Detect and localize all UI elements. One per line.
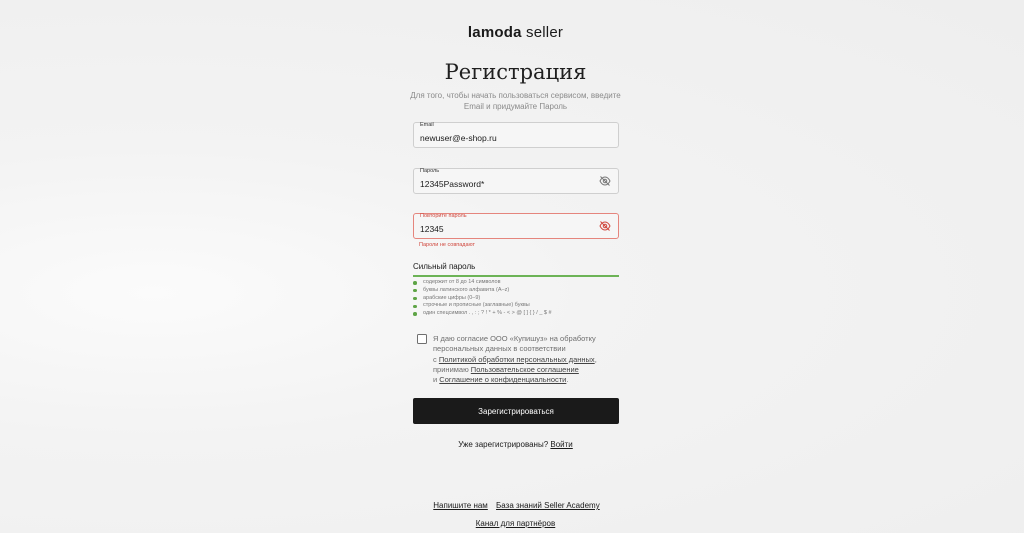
password-rule: строчные и прописные (заглавные) буквы — [413, 302, 552, 310]
check-dot-icon — [413, 281, 417, 285]
eye-off-icon[interactable] — [599, 176, 611, 186]
check-dot-icon — [413, 289, 417, 293]
email-field[interactable] — [413, 122, 619, 148]
subtitle-line-1: Для того, чтобы начать пользоваться сервисом, введите — [410, 91, 621, 100]
password-rule: содержит от 8 до 14 символов — [413, 279, 552, 287]
eye-off-icon[interactable] — [599, 221, 611, 231]
password-label: Пароль — [420, 168, 440, 174]
email-value: newuser@e-shop.ru — [420, 133, 497, 143]
register-button[interactable]: Зарегистрироваться — [413, 398, 619, 424]
email-label: Email — [420, 122, 434, 128]
logo-product: seller — [521, 24, 564, 41]
subtitle-line-2: Email и придумайте Пароль — [463, 101, 568, 111]
login-link[interactable]: Войти — [550, 440, 573, 449]
password-strength-bar — [413, 275, 619, 277]
write-us-link[interactable]: Напишите нам — [433, 501, 488, 510]
footer-links — [0, 501, 1024, 510]
password-rules-list — [413, 279, 552, 318]
check-dot-icon — [413, 297, 417, 301]
login-prompt: Уже зарегистрированы? Войти — [458, 440, 573, 449]
partners-channel-link[interactable]: Канал для партнёров — [475, 519, 556, 528]
repeat-password-value: 12345 — [420, 224, 444, 234]
password-rule: один спецсимвол . , : ; ? ! * + % - < > @ [ ] { } / _ $ # — [413, 310, 552, 318]
repeat-password-label: Повторите пароль — [420, 213, 467, 219]
password-field[interactable] — [413, 168, 619, 194]
privacy-policy-link[interactable]: Политикой обработки персональных данных — [438, 354, 595, 364]
repeat-password-field[interactable] — [413, 213, 619, 239]
logo — [0, 24, 1024, 41]
password-rule: буквы латинского алфавита (A–z) — [413, 287, 552, 295]
check-dot-icon — [413, 312, 417, 316]
consent-text: Я даю согласие ООО «Купишуз» на обработку персональных данных в соответствии с Политикой обработки персональных данных, принимаю Пользовательское соглашение и Соглашение о конфиденциальности. — [433, 334, 597, 385]
page-title: Регистрация — [444, 60, 587, 84]
seller-academy-link[interactable]: База знаний Seller Academy — [496, 501, 600, 510]
logo-brand: lamoda — [467, 24, 522, 41]
check-dot-icon — [413, 305, 417, 309]
password-mismatch-error: Пароли не совпадают — [419, 242, 476, 248]
password-value: 12345Password* — [420, 179, 485, 189]
password-rule: арабские цифры (0–9) — [413, 295, 552, 303]
password-strength-label: Сильный пароль — [413, 262, 476, 271]
page-subtitle — [0, 91, 1024, 112]
user-agreement-link[interactable]: Пользовательское соглашение — [470, 364, 579, 374]
consent-checkbox[interactable] — [417, 334, 427, 344]
confidentiality-agreement-link[interactable]: Соглашение о конфиденциальности — [439, 375, 567, 385]
